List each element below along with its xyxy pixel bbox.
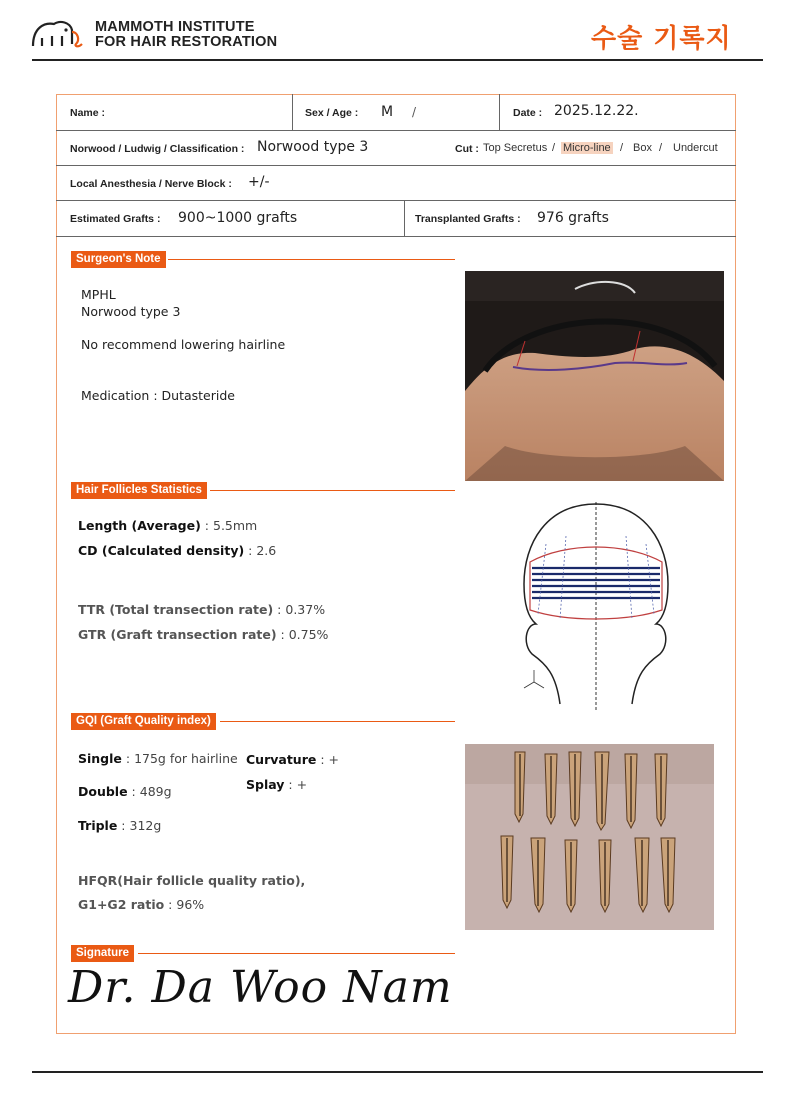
double-label: Double [78, 784, 128, 799]
splay-label: Splay [246, 777, 285, 792]
date-field[interactable]: 2025.12.22. [554, 103, 639, 119]
row-divider [56, 130, 736, 131]
cut-label: Cut : [455, 143, 479, 155]
estimated-grafts-label: Estimated Grafts : [70, 213, 161, 225]
anesthesia-label: Local Anesthesia / Nerve Block : [70, 178, 232, 190]
ttr-label: TTR (Total transection rate) [78, 602, 274, 617]
g1g2-label: G1+G2 ratio [78, 897, 165, 912]
donor-area-diagram [516, 494, 676, 718]
triple-label: Triple [78, 818, 118, 833]
g1g2-value: : 96% [164, 897, 205, 912]
note-line-2: Norwood type 3 [81, 304, 181, 319]
footer-divider [32, 1071, 763, 1073]
cut-option-micro-line[interactable]: Micro-line [563, 142, 611, 154]
cut-separator: / [620, 142, 624, 154]
row-divider [56, 200, 736, 201]
ttr-value: : 0.37% [273, 602, 326, 617]
logo-line-1: MAMMOTH INSTITUTE [95, 19, 255, 35]
note-line-1: MPHL [81, 287, 116, 302]
name-label: Name : [70, 107, 106, 119]
col-divider [499, 94, 500, 130]
graft-photo [465, 744, 714, 930]
single-value: : 175g for hairline [121, 751, 238, 766]
logo-line-2: FOR HAIR RESTORATION [95, 34, 278, 50]
curvature-label: Curvature [246, 752, 317, 767]
length-label: Length (Average) [78, 518, 201, 533]
cd-value: : 2.6 [244, 543, 277, 558]
classification-label: Norwood / Ludwig / Classification : [70, 143, 245, 155]
cut-option-undercut[interactable]: Undercut [673, 142, 718, 154]
gtr-value: : 0.75% [276, 627, 329, 642]
row-divider [56, 165, 736, 166]
sex-age-separator: / [412, 105, 417, 119]
length-value: : 5.5mm [200, 518, 258, 533]
note-line-4: Medication : Dutasteride [81, 388, 235, 403]
sex-field[interactable]: M [381, 104, 394, 120]
splay-value: : + [284, 777, 308, 792]
curvature-value: : + [316, 752, 339, 767]
hfqr-label: HFQR(Hair follicle quality ratio), [78, 873, 306, 888]
classification-field[interactable]: Norwood type 3 [257, 139, 369, 155]
single-label: Single [78, 751, 122, 766]
transplanted-grafts-label: Transplanted Grafts : [415, 213, 521, 225]
surgeon-note-title: Surgeon's Note [71, 251, 166, 268]
cut-option-top-secretus[interactable]: Top Secretus [483, 142, 548, 154]
transplanted-grafts-field[interactable]: 976 grafts [537, 210, 609, 226]
col-divider [292, 94, 293, 130]
note-line-3: No recommend lowering hairline [81, 337, 286, 352]
document-title: 수술 기록지 [591, 24, 732, 54]
section-rule [220, 721, 455, 722]
doctor-signature: Dr. Da Woo Nam [68, 962, 453, 1013]
sex-age-label: Sex / Age : [305, 107, 359, 119]
cut-separator: / [659, 142, 663, 154]
cut-option-box[interactable]: Box [633, 142, 652, 154]
section-rule [168, 259, 455, 260]
date-label: Date : [513, 107, 543, 119]
estimated-grafts-field[interactable]: 900~1000 grafts [178, 210, 298, 226]
header-divider [32, 59, 763, 61]
cd-label: CD (Calculated density) [78, 543, 245, 558]
col-divider [404, 200, 405, 236]
signature-title: Signature [71, 945, 134, 962]
section-rule [210, 490, 455, 491]
gqi-title: GQI (Graft Quality index) [71, 713, 216, 730]
follicle-stats-title: Hair Follicles Statistics [71, 482, 207, 499]
row-divider [56, 236, 736, 237]
cut-separator: / [552, 142, 556, 154]
gtr-label: GTR (Graft transection rate) [78, 627, 277, 642]
hairline-photo [465, 271, 724, 481]
mammoth-logo-icon [30, 18, 90, 50]
double-value: : 489g [127, 784, 172, 799]
triple-value: : 312g [117, 818, 162, 833]
anesthesia-field[interactable]: +/- [248, 174, 270, 190]
section-rule [138, 953, 455, 954]
